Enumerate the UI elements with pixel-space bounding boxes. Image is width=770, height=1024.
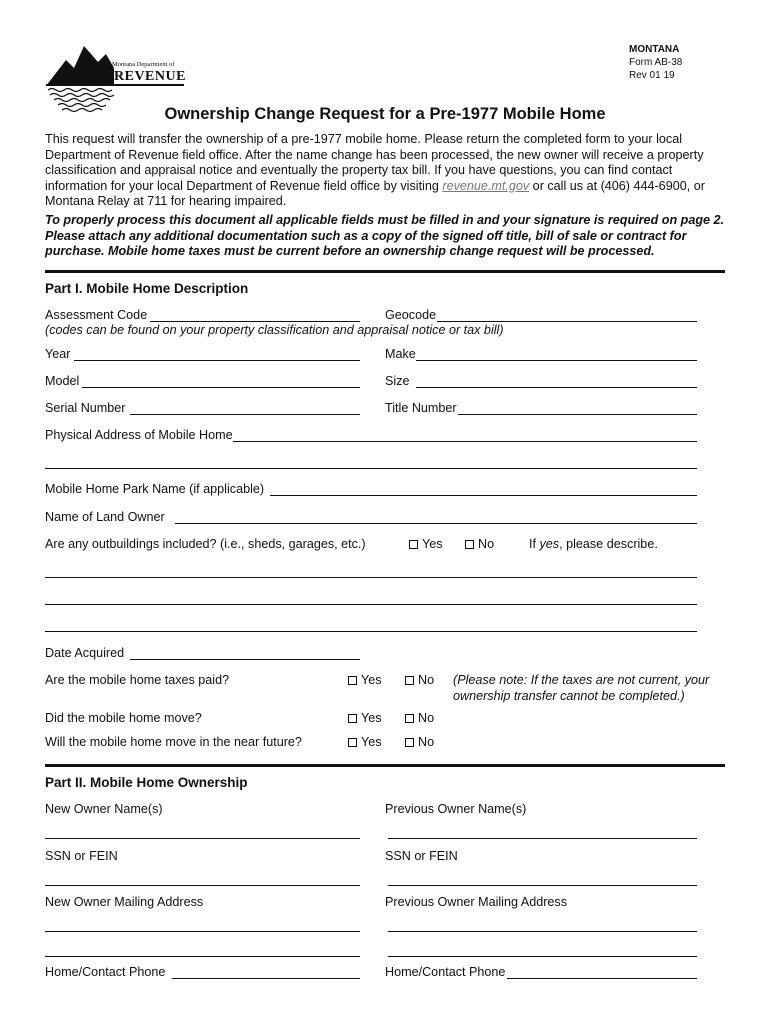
assessment-code-field[interactable] bbox=[150, 321, 360, 322]
previous-owner-field[interactable] bbox=[388, 838, 697, 839]
moved-yes-option[interactable] bbox=[348, 711, 382, 725]
outbuildings-question: Are any outbuildings included? (i.e., sheds, garages, etc.) bbox=[45, 537, 366, 551]
land-owner-field[interactable] bbox=[175, 523, 697, 524]
new-owner-field[interactable] bbox=[45, 838, 360, 839]
previous-owner-ssn-field[interactable] bbox=[388, 885, 697, 886]
moved-question: Did the mobile home move? bbox=[45, 711, 202, 725]
notice-paragraph bbox=[45, 213, 727, 260]
taxes-no-checkbox[interactable] bbox=[405, 676, 414, 685]
model-field[interactable] bbox=[82, 387, 360, 388]
outbuildings-no-option[interactable] bbox=[465, 537, 494, 551]
outbuildings-description-line-3[interactable] bbox=[45, 631, 697, 632]
outbuildings-describe-prompt bbox=[529, 537, 658, 551]
revenue-website-link[interactable]: revenue.mt.gov bbox=[442, 178, 530, 193]
will-move-no-checkbox[interactable] bbox=[405, 738, 414, 747]
codes-note: (codes can be found on your property classification and appraisal notice or tax bill) bbox=[45, 323, 504, 337]
physical-address-field-2[interactable] bbox=[45, 468, 697, 469]
model-label: Model bbox=[45, 374, 80, 388]
previous-owner-phone-field[interactable] bbox=[507, 978, 697, 979]
will-move-question: Will the mobile home move in the near future? bbox=[45, 735, 302, 749]
part1-heading: Part I. Mobile Home Description bbox=[45, 281, 249, 296]
geocode-field[interactable] bbox=[437, 321, 697, 322]
page-title: Ownership Change Request for a Pre-1977 Mobile Home bbox=[164, 105, 606, 123]
yes-label: Yes bbox=[361, 673, 382, 687]
moved-yes-checkbox[interactable] bbox=[348, 714, 357, 723]
make-field[interactable] bbox=[416, 360, 697, 361]
no-label: No bbox=[418, 735, 435, 749]
taxes-no-option[interactable] bbox=[405, 673, 434, 687]
new-owner-address-field-1[interactable] bbox=[45, 931, 360, 932]
physical-address-label: Physical Address of Mobile Home bbox=[45, 428, 233, 442]
taxes-paid-question: Are the mobile home taxes paid? bbox=[45, 673, 230, 687]
previous-owner-phone-label: Home/Contact Phone bbox=[385, 965, 506, 979]
serial-number-label: Serial Number bbox=[45, 401, 126, 415]
intro-text-a: This request will transfer the ownership of a pre-1977 mobile home. Please return the completed form to your local Department of Revenue field office. After the name change has been processed, the new owner will receive a property classification and appraisal notice and eventually the property tax bill. If you have questions, you can find contact information for your local Department of Revenue field office by visiting bbox=[45, 132, 704, 193]
if-suffix: , please describe. bbox=[559, 537, 658, 551]
new-owner-label: New Owner Name(s) bbox=[45, 802, 163, 816]
section-divider bbox=[45, 764, 725, 767]
will-move-yes-option[interactable] bbox=[348, 735, 382, 749]
taxes-yes-option[interactable] bbox=[348, 673, 382, 687]
if-yes-word: yes bbox=[539, 537, 560, 551]
new-owner-address-field-2[interactable] bbox=[45, 956, 360, 957]
taxes-yes-checkbox[interactable] bbox=[348, 676, 357, 685]
previous-owner-ssn-label: SSN or FEIN bbox=[385, 849, 458, 863]
moved-no-checkbox[interactable] bbox=[405, 714, 414, 723]
park-name-label: Mobile Home Park Name (if applicable) bbox=[45, 482, 265, 496]
taxes-note: (Please note: If the taxes are not current, your ownership transfer cannot be completed.) bbox=[453, 673, 710, 703]
size-field[interactable] bbox=[416, 387, 697, 388]
no-label: No bbox=[478, 537, 495, 551]
make-label: Make bbox=[385, 347, 416, 361]
new-owner-ssn-label: SSN or FEIN bbox=[45, 849, 118, 863]
previous-owner-label: Previous Owner Name(s) bbox=[385, 802, 527, 816]
year-field[interactable] bbox=[74, 360, 360, 361]
outbuildings-yes-checkbox[interactable] bbox=[409, 540, 418, 549]
intro-paragraph bbox=[45, 132, 725, 210]
previous-owner-address-field-1[interactable] bbox=[388, 931, 697, 932]
geocode-label: Geocode bbox=[385, 308, 437, 322]
serial-number-field[interactable] bbox=[130, 414, 360, 415]
yes-label: Yes bbox=[422, 537, 443, 551]
will-move-yes-checkbox[interactable] bbox=[348, 738, 357, 747]
section-divider bbox=[45, 270, 725, 273]
new-owner-phone-field[interactable] bbox=[172, 978, 360, 979]
yes-label: Yes bbox=[361, 735, 382, 749]
assessment-code-label: Assessment Code bbox=[45, 308, 148, 322]
outbuildings-no-checkbox[interactable] bbox=[465, 540, 474, 549]
if-prefix: If bbox=[529, 537, 540, 551]
year-label: Year bbox=[45, 347, 71, 361]
form-number: Form AB-38 bbox=[629, 57, 683, 68]
physical-address-field[interactable] bbox=[233, 441, 697, 442]
logo-revenue-text: REVENUE bbox=[114, 69, 186, 84]
land-owner-label: Name of Land Owner bbox=[45, 510, 165, 524]
title-number-label: Title Number bbox=[385, 401, 457, 415]
intro-text-b: or call us at (406) 444-6900, or Montana Relay at 711 for hearing impaired. bbox=[45, 178, 705, 208]
will-move-no-option[interactable] bbox=[405, 735, 434, 749]
date-acquired-label: Date Acquired bbox=[45, 646, 125, 660]
no-label: No bbox=[418, 711, 435, 725]
new-owner-ssn-field[interactable] bbox=[45, 885, 360, 886]
logo-department-text: Montana Department of bbox=[112, 61, 175, 68]
new-owner-address-label: New Owner Mailing Address bbox=[45, 895, 204, 909]
previous-owner-address-field-2[interactable] bbox=[388, 956, 697, 957]
title-number-field[interactable] bbox=[458, 414, 697, 415]
part2-heading: Part II. Mobile Home Ownership bbox=[45, 775, 248, 790]
outbuildings-description-line-2[interactable] bbox=[45, 604, 697, 605]
previous-owner-address-label: Previous Owner Mailing Address bbox=[385, 895, 567, 909]
size-label: Size bbox=[385, 374, 410, 388]
revision-date: Rev 01 19 bbox=[629, 70, 675, 81]
yes-label: Yes bbox=[361, 711, 382, 725]
outbuildings-yes-option[interactable] bbox=[409, 537, 443, 551]
outbuildings-description-line-1[interactable] bbox=[45, 577, 697, 578]
new-owner-phone-label: Home/Contact Phone bbox=[45, 965, 166, 979]
park-name-field[interactable] bbox=[270, 495, 697, 496]
notice-text: To properly process this document all applicable fields must be filled in and your signature is required on page 2. Please attach any additional documentation such as a copy of the signed off title, bill of sale or contract for purchase. Mobile home taxes must be current before an ownership change request will be processed. bbox=[45, 213, 725, 258]
state-label: MONTANA bbox=[629, 44, 680, 55]
date-acquired-field[interactable] bbox=[130, 659, 360, 660]
moved-no-option[interactable] bbox=[405, 711, 434, 725]
no-label: No bbox=[418, 673, 435, 687]
